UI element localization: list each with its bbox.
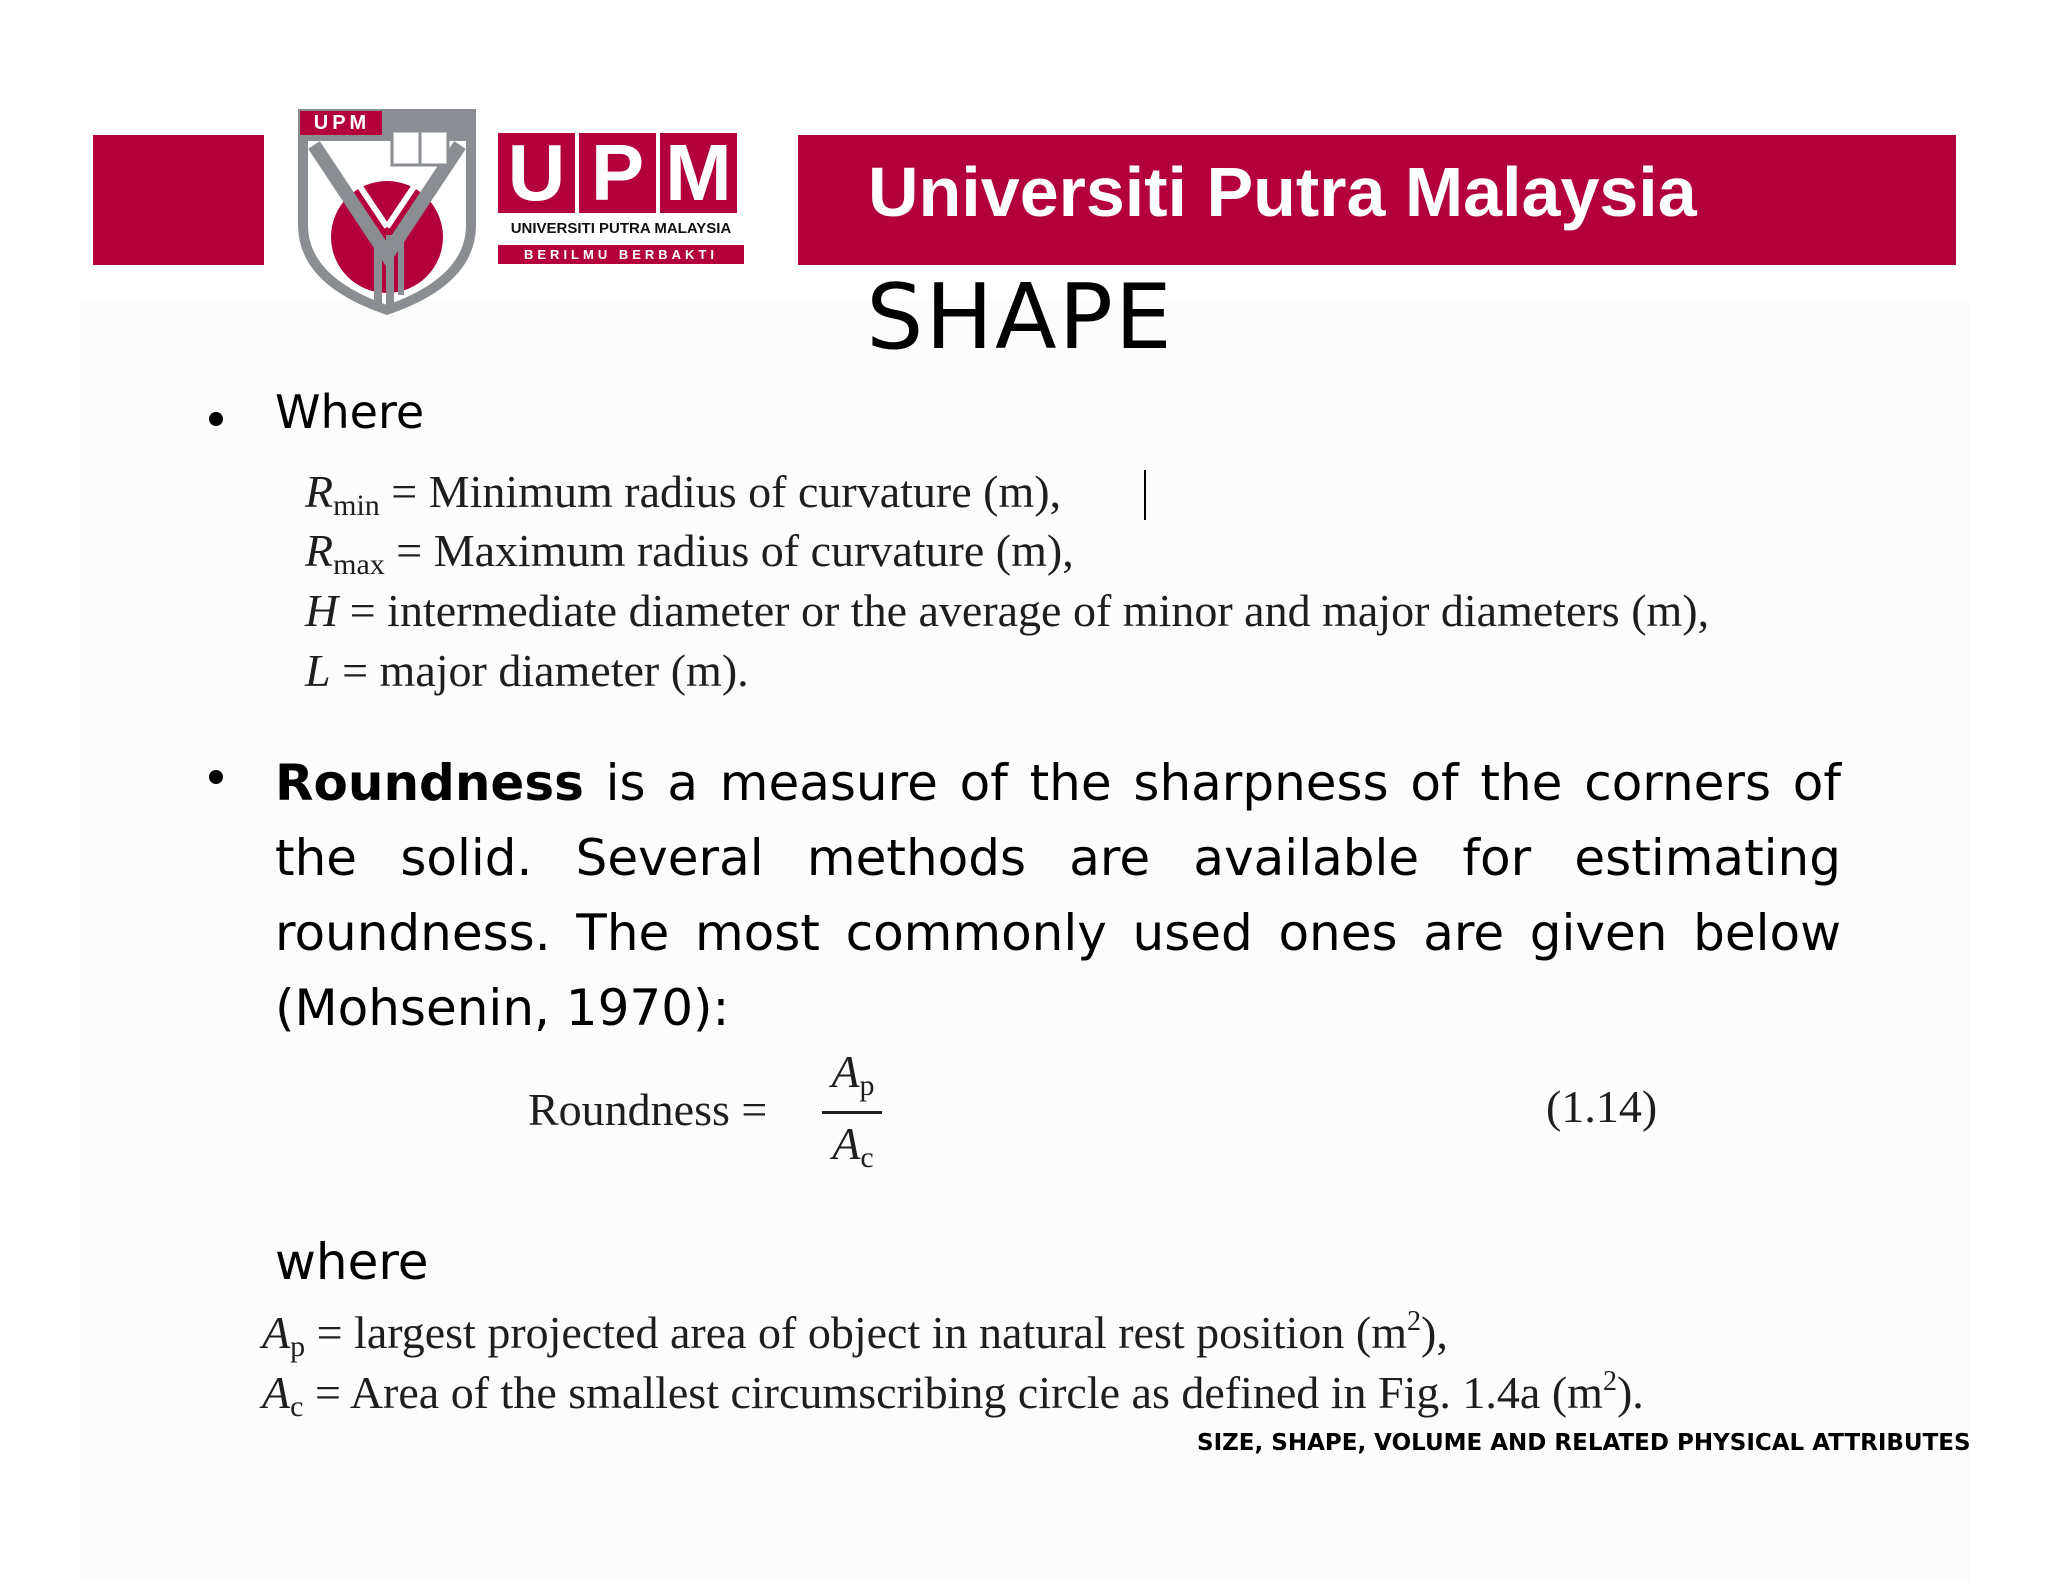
- definition-text: = Minimum radius of curvature (m),: [379, 466, 1062, 517]
- definition-symbol: A: [262, 1307, 291, 1358]
- definition-ap: [262, 1306, 1448, 1363]
- definition-symbol: R: [305, 525, 334, 576]
- definition-ac: [262, 1366, 1644, 1423]
- logo-subtitle: UNIVERSITI PUTRA MALAYSIA: [510, 220, 732, 237]
- university-name: Universiti Putra Malaysia: [868, 153, 1697, 231]
- formula-label: Roundness =: [528, 1084, 768, 1135]
- denominator-symbol: A: [832, 1118, 861, 1169]
- definition-subscript: c: [290, 1390, 304, 1423]
- where-label: where: [275, 1233, 429, 1291]
- definition-l: [305, 644, 749, 697]
- definition-text: = intermediate diameter or the average of minor and major diameters (m),: [338, 585, 1710, 636]
- definition-text: = Maximum radius of curvature (m),: [384, 525, 1074, 576]
- definition-subscript: min: [333, 489, 380, 522]
- upm-letters: [498, 128, 737, 217]
- slide-footer: SIZE, SHAPE, VOLUME AND RELATED PHYSICAL ATTRIBUTES: [1197, 1430, 1971, 1456]
- definition-superscript: 2: [1407, 1306, 1421, 1337]
- roundness-term: Roundness: [275, 754, 584, 812]
- definition-symbol: A: [262, 1367, 291, 1418]
- numerator-symbol: A: [831, 1046, 860, 1097]
- equation-number: (1.14): [1546, 1081, 1658, 1132]
- fraction-bar: [822, 1111, 882, 1114]
- upm-letter-p: P: [579, 133, 656, 213]
- definition-superscript: 2: [1602, 1366, 1617, 1397]
- roundness-paragraph: [275, 746, 1841, 1046]
- definition-rmax: [305, 524, 1074, 581]
- formula-denominator: [818, 1117, 888, 1174]
- definition-symbol: H: [305, 585, 339, 636]
- denominator-subscript: c: [860, 1141, 874, 1174]
- definition-text: = largest projected area of object in natural rest position (m: [305, 1307, 1407, 1358]
- logo-motto: BERILMU BERBAKTI: [498, 245, 744, 264]
- bullet-dot-2: [209, 770, 223, 784]
- upm-wordmark: [498, 128, 744, 267]
- bullet-dot-1: [209, 412, 223, 426]
- text-cursor: [1144, 470, 1146, 520]
- definition-text-end: ).: [1616, 1367, 1644, 1418]
- definition-subscript: p: [290, 1330, 306, 1363]
- definition-symbol: L: [305, 645, 331, 696]
- upm-letter-u: U: [498, 133, 575, 213]
- definition-subscript: max: [333, 548, 385, 581]
- crest-label: UPM: [313, 112, 371, 134]
- slide-title: SHAPE: [866, 265, 1174, 370]
- header-band-left: [93, 135, 264, 265]
- numerator-subscript: p: [859, 1069, 875, 1102]
- definition-text-end: ),: [1421, 1307, 1448, 1358]
- formula-numerator: [818, 1045, 888, 1102]
- upm-crest-logo: [292, 105, 482, 317]
- definition-rmin: [305, 465, 1062, 522]
- bullet-where: Where: [275, 385, 425, 439]
- definition-text: = Area of the smallest circumscribing circle as defined in Fig. 1.4a (m: [303, 1367, 1603, 1418]
- definition-h: [305, 584, 1709, 637]
- upm-letter-m: M: [660, 133, 737, 213]
- definition-symbol: R: [305, 466, 334, 517]
- definition-text: = major diameter (m).: [330, 645, 749, 696]
- roundness-description: is a measure of the sharpness of the corners of the solid. Several methods are available for estimating roundness. The most commonly used ones are given below (Mohsenin, 1970):: [275, 754, 1841, 1037]
